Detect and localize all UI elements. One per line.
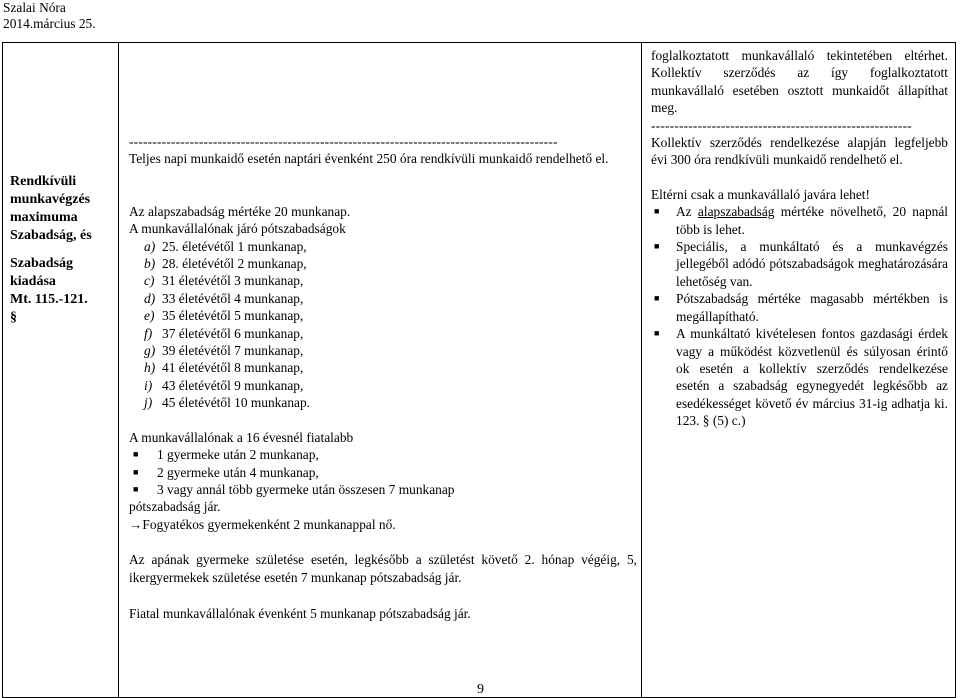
child-leave-tail: pótszabadság jár. [129, 499, 221, 515]
note-item [651, 325, 948, 429]
law-text-cell [119, 43, 642, 698]
note-item [651, 290, 948, 325]
item-letter: g) [144, 343, 156, 359]
item-text: 2 gyermeke után 4 munkanap, [157, 464, 319, 480]
child-item [129, 446, 637, 463]
age-item [129, 272, 637, 289]
topic-line: maximuma [10, 210, 78, 225]
extra-leave-intro: A munkavállalónak járó pótszabadságok [129, 221, 346, 237]
note-text: mértéke növelhető, 20 napnál több is lehet. [676, 204, 948, 237]
header-date: 2014.március 25. [3, 16, 96, 31]
item-text: 45 életévétől 10 munkanap. [162, 395, 310, 411]
age-item [129, 238, 637, 255]
disabled-child-line [129, 516, 637, 533]
separator-dashes: -------------------------------------------------------------------------------------------- [129, 134, 558, 149]
collective-agreement-paragraph: Kollektív szerződés rendelkezése alapján legfeljebb évi 300 óra rendkívüli munkaidő rendelhető el. [651, 135, 948, 168]
age-item [129, 255, 637, 272]
base-leave-paragraph: Az alapszabadság mértéke 20 munkanap. [129, 203, 351, 219]
item-letter: i) [144, 377, 153, 393]
square-bullet-icon: ■ [133, 449, 139, 460]
note-text: Pótszabadság mértéke magasabb mértékben is megállapítható. [676, 291, 948, 324]
note-item [651, 238, 948, 290]
age-item [129, 307, 637, 324]
item-letter: h) [144, 360, 156, 376]
author-name: Szalai Nóra [3, 0, 66, 15]
topic-cell [3, 43, 119, 698]
child-leave-intro: A munkavállalónak a 16 évesnél fiatalabb [129, 429, 354, 445]
arrow-right-icon: → [129, 516, 143, 532]
underlined-term: alapszabadság [697, 204, 775, 220]
item-text: 1 gyermeke után 2 munkanap, [157, 447, 319, 463]
separator-dashes: -------------------------------------------------------- [651, 117, 912, 133]
father-paragraph: Az apának gyermeke születése esetén, legkésőbb a születést követő 2. hónap végéig, 5, ikergyermekek születése esetén 7 munkanap pótszabadság jár. [129, 552, 637, 585]
square-bullet-icon: ■ [654, 206, 660, 217]
item-letter: j) [144, 395, 153, 411]
page-number: 9 [477, 682, 484, 697]
item-text: 43 életévétől 9 munkanap, [162, 377, 304, 393]
topic-line: Mt. 115.-121. [10, 292, 88, 307]
item-letter: b) [144, 256, 156, 272]
young-worker-paragraph: Fiatal munkavállalónak évenként 5 munkanap pótszabadság jár. [129, 605, 471, 621]
item-letter: d) [144, 290, 156, 306]
topic-line: kiadása [10, 274, 56, 289]
item-text: 35 életévétől 5 munkanap, [162, 308, 304, 324]
child-item [129, 464, 637, 481]
topic-line: Szabadság [10, 256, 74, 271]
square-bullet-icon: ■ [654, 328, 660, 339]
notes-cell [642, 43, 956, 698]
note-text: Speciális, a munkáltató és a munkavégzés jellegéből adódó pótszabadságok meghatározására lehetőség van. [676, 239, 948, 289]
age-item [129, 394, 637, 411]
topic-line: munkavégzés [10, 192, 91, 207]
age-item [129, 325, 637, 342]
age-item [129, 359, 637, 376]
item-text: 33 életévétől 4 munkanap, [162, 290, 304, 306]
item-text: 41 életévétől 8 munkanap, [162, 360, 304, 376]
note-item [651, 203, 948, 238]
deviation-note: Eltérni csak a munkavállaló javára lehet! [651, 186, 870, 202]
item-letter: a) [144, 238, 156, 254]
top-continued-paragraph: foglalkoztatott munkavállaló tekintetében eltérhet. Kollektív szerződés az így foglalkoztatott munkavállaló esetében osztott munkaidőt állapíthat meg. [651, 48, 948, 116]
square-bullet-icon: ■ [654, 241, 660, 252]
item-text: 28. életévétől 2 munkanap, [162, 256, 307, 272]
item-text: 3 vagy annál több gyermeke után összesen 7 munkanap [157, 481, 455, 497]
child-item [129, 481, 637, 498]
page-header [3, 0, 96, 32]
disabled-child-text: Fogyatékos gyermekenként 2 munkanappal nő. [142, 516, 396, 532]
topic-line: § [10, 310, 17, 325]
note-text: A munkáltató kivételesen fontos gazdasági érdek vagy a működést közvetlenül és súlyosan érintő ok esetén a kollektív szerződés rendelkezése esetén a szabadság egynegyedét legkésőbb az esedékességet követő év március 31-ig adhatja ki. 123. § (5) c.) [676, 326, 948, 429]
item-letter: c) [144, 273, 155, 289]
overtime-paragraph: Teljes napi munkaidő esetén naptári évenként 250 óra rendkívüli munkaidő rendelhető el. [129, 151, 609, 167]
age-item [129, 377, 637, 394]
item-letter: f) [144, 325, 153, 341]
square-bullet-icon: ■ [133, 466, 139, 477]
item-letter: e) [144, 308, 155, 324]
note-text: Az [676, 204, 698, 220]
item-text: 37 életévétől 6 munkanap, [162, 325, 304, 341]
square-bullet-icon: ■ [133, 483, 139, 494]
topic-line: Szabadság, és [10, 228, 92, 243]
age-item [129, 342, 637, 359]
topic-line: Rendkívüli [10, 174, 77, 189]
item-text: 39 életévétől 7 munkanap, [162, 343, 304, 359]
age-item [129, 290, 637, 307]
square-bullet-icon: ■ [654, 293, 660, 304]
item-text: 25. életévétől 1 munkanap, [162, 238, 307, 254]
item-text: 31 életévétől 3 munkanap, [162, 273, 304, 289]
content-table [2, 42, 956, 698]
